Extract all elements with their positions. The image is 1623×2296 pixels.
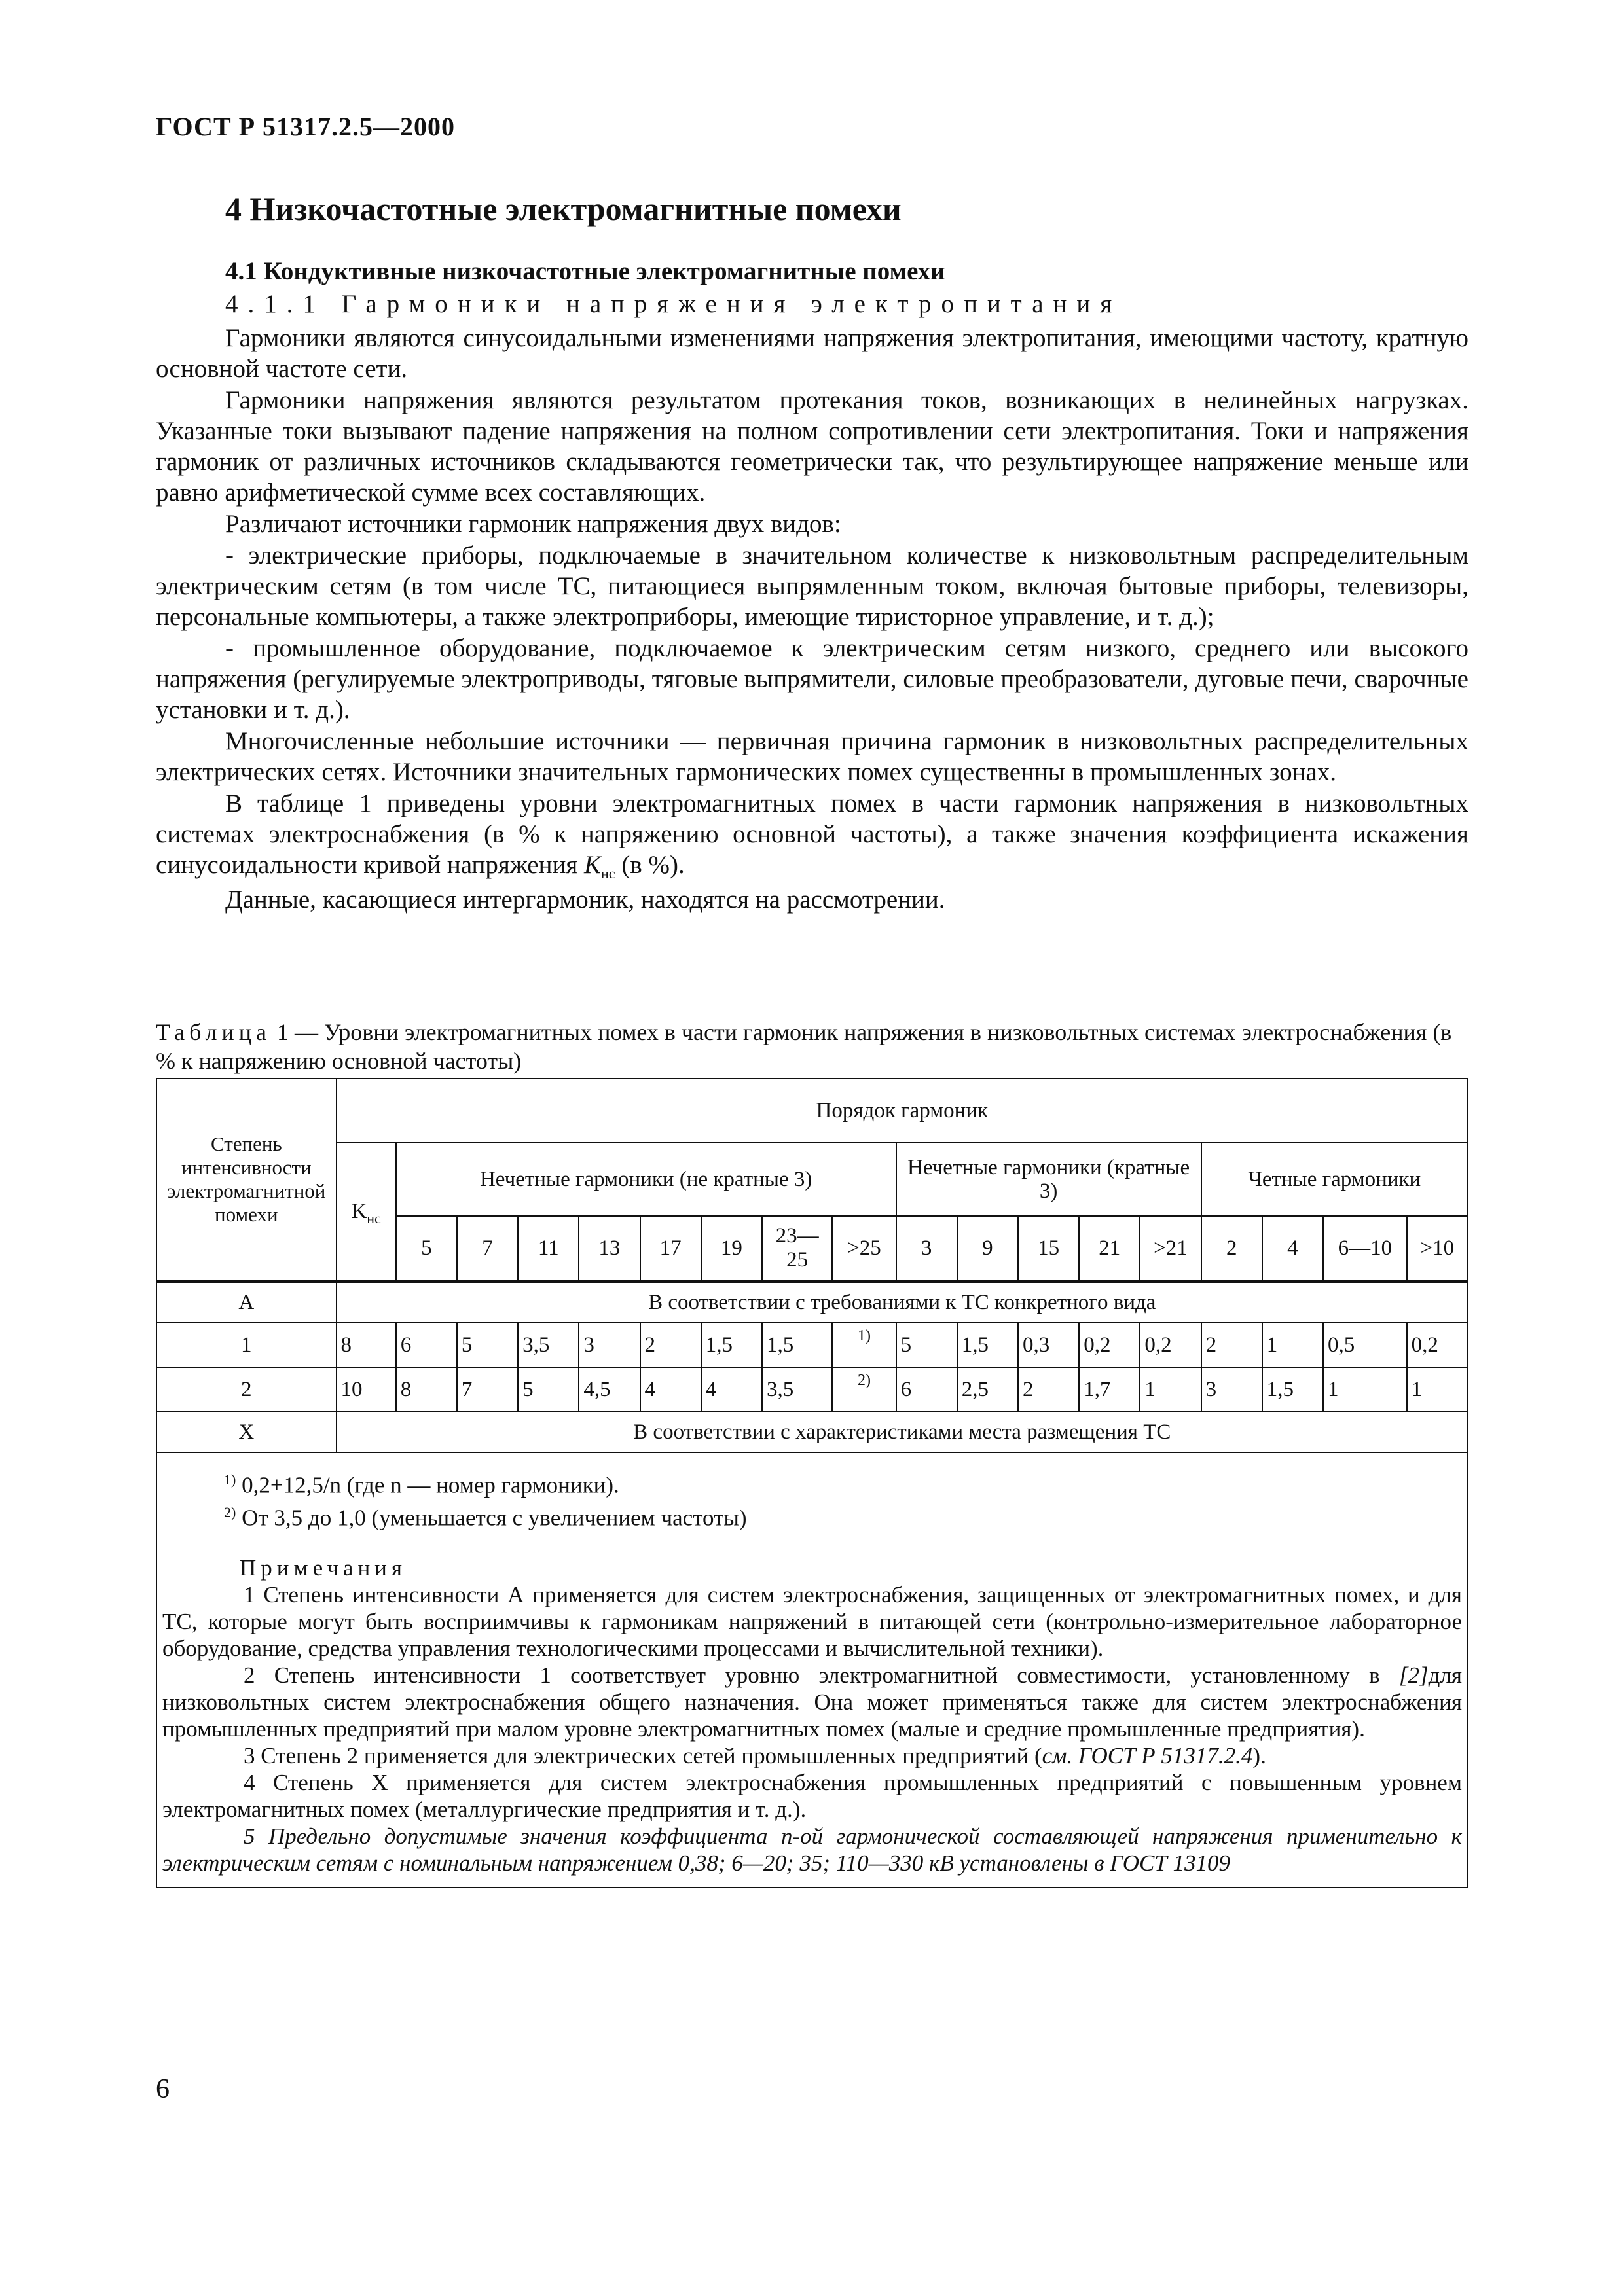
table-caption	[156, 1018, 1468, 1075]
table-row	[156, 1323, 1468, 1367]
value-cell: 2	[640, 1323, 701, 1367]
value-cell: 0,2	[1140, 1323, 1201, 1367]
value-cell: 7	[457, 1367, 518, 1412]
paragraph-8: Данные, касающиеся интергармоник, находятся на рассмотрении.	[225, 886, 945, 914]
table-row	[156, 1367, 1468, 1412]
value-cell: 2,5	[957, 1367, 1018, 1412]
value-cell: 3,5	[762, 1367, 832, 1412]
value-cell: 5	[518, 1367, 579, 1412]
value-cell: 1,5	[701, 1323, 762, 1367]
table-row	[156, 1412, 1468, 1452]
value-cell: 8	[396, 1367, 457, 1412]
note-4: 4 Степень X применяется для систем электроснабжения промышленных предприятий с повышенным уровнем электромагнитных помех (металлургические предприятия и т. д.).	[162, 1770, 1462, 1823]
paragraph-4: - электрические приборы, подключаемые в значительном количестве к низковольтным распределительным электрическим сетям (в том числе ТС, питающиеся выпрямленным током, включая бытовые приборы, телевизоры, персональные компьютеры, а также электроприборы, имеющие тиристорное управление, и т. д.);	[156, 541, 1468, 631]
note-2: 2 Степень интенсивности 1 соответствует уровню электромагнитной совместимости, установленному в [2]для низковольтных систем электроснабжения общего назначения. Она может применяться также для систем электроснабжения промышленных предприятий при малом уровне электромагнитных помех (малые и средние промышленные предприятия).	[162, 1662, 1463, 1742]
value-cell: 6	[896, 1367, 957, 1412]
value-cell: 5	[457, 1323, 518, 1367]
value-cell: 5	[896, 1323, 957, 1367]
table-caption-label: Таблица	[156, 1019, 271, 1045]
order-cell: 23—25	[762, 1216, 832, 1282]
document-id: ГОСТ Р 51317.2.5—2000	[156, 112, 456, 141]
paragraph-3: Различают источники гармоник напряжения двух видов:	[225, 510, 841, 538]
footnote-ref-cell: 1)	[832, 1323, 896, 1367]
value-cell: 1	[1140, 1367, 1201, 1412]
header-even: Четные гармоники	[1201, 1143, 1468, 1216]
order-cell: 11	[518, 1216, 579, 1282]
order-cell: 5	[396, 1216, 457, 1282]
value-cell: 1	[1407, 1367, 1468, 1412]
value-cell: 3	[579, 1323, 640, 1367]
note-1: 1 Степень интенсивности А применяется для систем электроснабжения, защищенных от электромагнитных помех, и для ТС, которые могут быть восприимчивы к гармоникам напряжений в питающей сети (контрольно-измерительное лабораторное оборудование, средства управления технологическими процессами и вычислительной техники).	[162, 1582, 1462, 1662]
header-order: Порядок гармоник	[337, 1079, 1468, 1143]
paragraph-2: Гармоники напряжения являются результатом протекания токов, возникающих в нелинейных нагрузках. Указанные токи вызывают падение напряжения на полном сопротивлении сети электропитания. Токи и напряжения гармоник от различных источников складываются геометрически так, что результирующее напряжение меньше или равно арифметической сумме всех составляющих.	[156, 386, 1468, 507]
header-degree: Степень интенсивности электромагнитной помехи	[156, 1079, 337, 1282]
table-caption-text: 1 — Уровни электромагнитных помех в части гармоник напряжения в низковольтных системах электроснабжения (в % к напряжению основной частоты)	[156, 1019, 1452, 1074]
value-cell: 1,5	[1262, 1367, 1323, 1412]
header-odd-multiple-3: Нечетные гармоники (кратные 3)	[896, 1143, 1201, 1216]
value-cell: 1	[1262, 1323, 1323, 1367]
order-cell: 9	[957, 1216, 1018, 1282]
harmonics-table	[156, 1078, 1468, 1888]
value-cell: 2	[1018, 1367, 1079, 1412]
value-cell: 3,5	[518, 1323, 579, 1367]
order-cell: 4	[1262, 1216, 1323, 1282]
order-cell: 7	[457, 1216, 518, 1282]
value-cell: 0,5	[1323, 1323, 1407, 1367]
order-cell: 19	[701, 1216, 762, 1282]
value-cell: 4	[640, 1367, 701, 1412]
footnote-1: $^{1)}$ 0,2+12,5/n (где n — номер гармоники).	[224, 1471, 619, 1498]
header-odd-non-multiple-3: Нечетные гармоники (не кратные 3)	[396, 1143, 896, 1216]
subsubsection-title: 4.1.1 Гармоники напряжения электропитания	[225, 290, 1122, 318]
order-cell: 21	[1079, 1216, 1140, 1282]
order-cell: >21	[1140, 1216, 1201, 1282]
degree-cell: X	[156, 1412, 337, 1452]
paragraph-1: Гармоники являются синусоидальными изменениями напряжения электропитания, имеющими частоту, кратную основной частоте сети.	[156, 324, 1468, 383]
value-cell: 1,7	[1079, 1367, 1140, 1412]
value-cell: 4,5	[579, 1367, 640, 1412]
degree-cell: 2	[156, 1367, 337, 1412]
paragraph-6: Многочисленные небольшие источники — первичная причина гармоник в низковольтных распределительных электрических сетях. Источники значительных гармонических помех существенны в промышленных зонах.	[156, 727, 1468, 786]
value-cell: 8	[337, 1323, 396, 1367]
order-cell: 13	[579, 1216, 640, 1282]
table-row	[156, 1282, 1468, 1323]
page-number: 6	[156, 2074, 170, 2104]
order-cell: 2	[1201, 1216, 1262, 1282]
row-a-text: В соответствии с требованиями к ТС конкретного вида	[337, 1282, 1468, 1323]
section-title: 4 Низкочастотные электромагнитные помехи	[225, 190, 902, 227]
header-kns: $K_{нс}$	[337, 1143, 396, 1282]
value-cell: 1	[1323, 1367, 1407, 1412]
body-text	[156, 323, 1468, 915]
row-x-text: В соответствии с характеристиками места размещения ТС	[337, 1412, 1468, 1452]
value-cell: 1,5	[762, 1323, 832, 1367]
order-cell: 3	[896, 1216, 957, 1282]
value-cell: 1,5	[957, 1323, 1018, 1367]
order-cell: 17	[640, 1216, 701, 1282]
value-cell: 2	[1201, 1323, 1262, 1367]
degree-cell: А	[156, 1282, 337, 1323]
notes-heading: Примечания	[240, 1555, 407, 1581]
paragraph-7: В таблице 1 приведены уровни электромагнитных помех в части гармоник напряжения в низковольтных системах электроснабжения (в % к напряжению основной частоты), а также значения коэффициента искажения синусоидальности кривой напряжения $K_{нс}$ (в %).	[156, 789, 1468, 882]
value-cell: 0,2	[1079, 1323, 1140, 1367]
order-cell: >10	[1407, 1216, 1468, 1282]
degree-cell: 1	[156, 1323, 337, 1367]
table-notes	[156, 1452, 1468, 1888]
order-cell: >25	[832, 1216, 896, 1282]
order-cell: 6—10	[1323, 1216, 1407, 1282]
value-cell: 0,3	[1018, 1323, 1079, 1367]
footnote-ref-cell: 2)	[832, 1367, 896, 1412]
paragraph-5: - промышленное оборудование, подключаемое к электрическим сетям низкого, среднего или высокого напряжения (регулируемые электроприводы, тяговые выпрямители, силовые преобразователи, дуговые печи, сварочные установки и т. д.).	[156, 634, 1468, 724]
value-cell: 6	[396, 1323, 457, 1367]
order-cell: 15	[1018, 1216, 1079, 1282]
footnote-2: $^{2)}$ От 3,5 до 1,0 (уменьшается с увеличением частоты)	[224, 1503, 747, 1531]
value-cell: 0,2	[1407, 1323, 1468, 1367]
value-cell: 4	[701, 1367, 762, 1412]
subsection-title: 4.1 Кондуктивные низкочастотные электромагнитные помехи	[225, 257, 945, 285]
value-cell: 3	[1201, 1367, 1262, 1412]
note-3: 3 Степень 2 применяется для электрических сетей промышленных предприятий (см. ГОСТ Р 51317.2.4).	[244, 1743, 1266, 1769]
value-cell: 10	[337, 1367, 396, 1412]
note-5: 5 Предельно допустимые значения коэффициента n-ой гармонической составляющей напряжения применительно к электрическим сетям с номинальным напряжением 0,38; 6—20; 35; 110—330 кВ установлены в ГОСТ 13109	[162, 1823, 1462, 1876]
